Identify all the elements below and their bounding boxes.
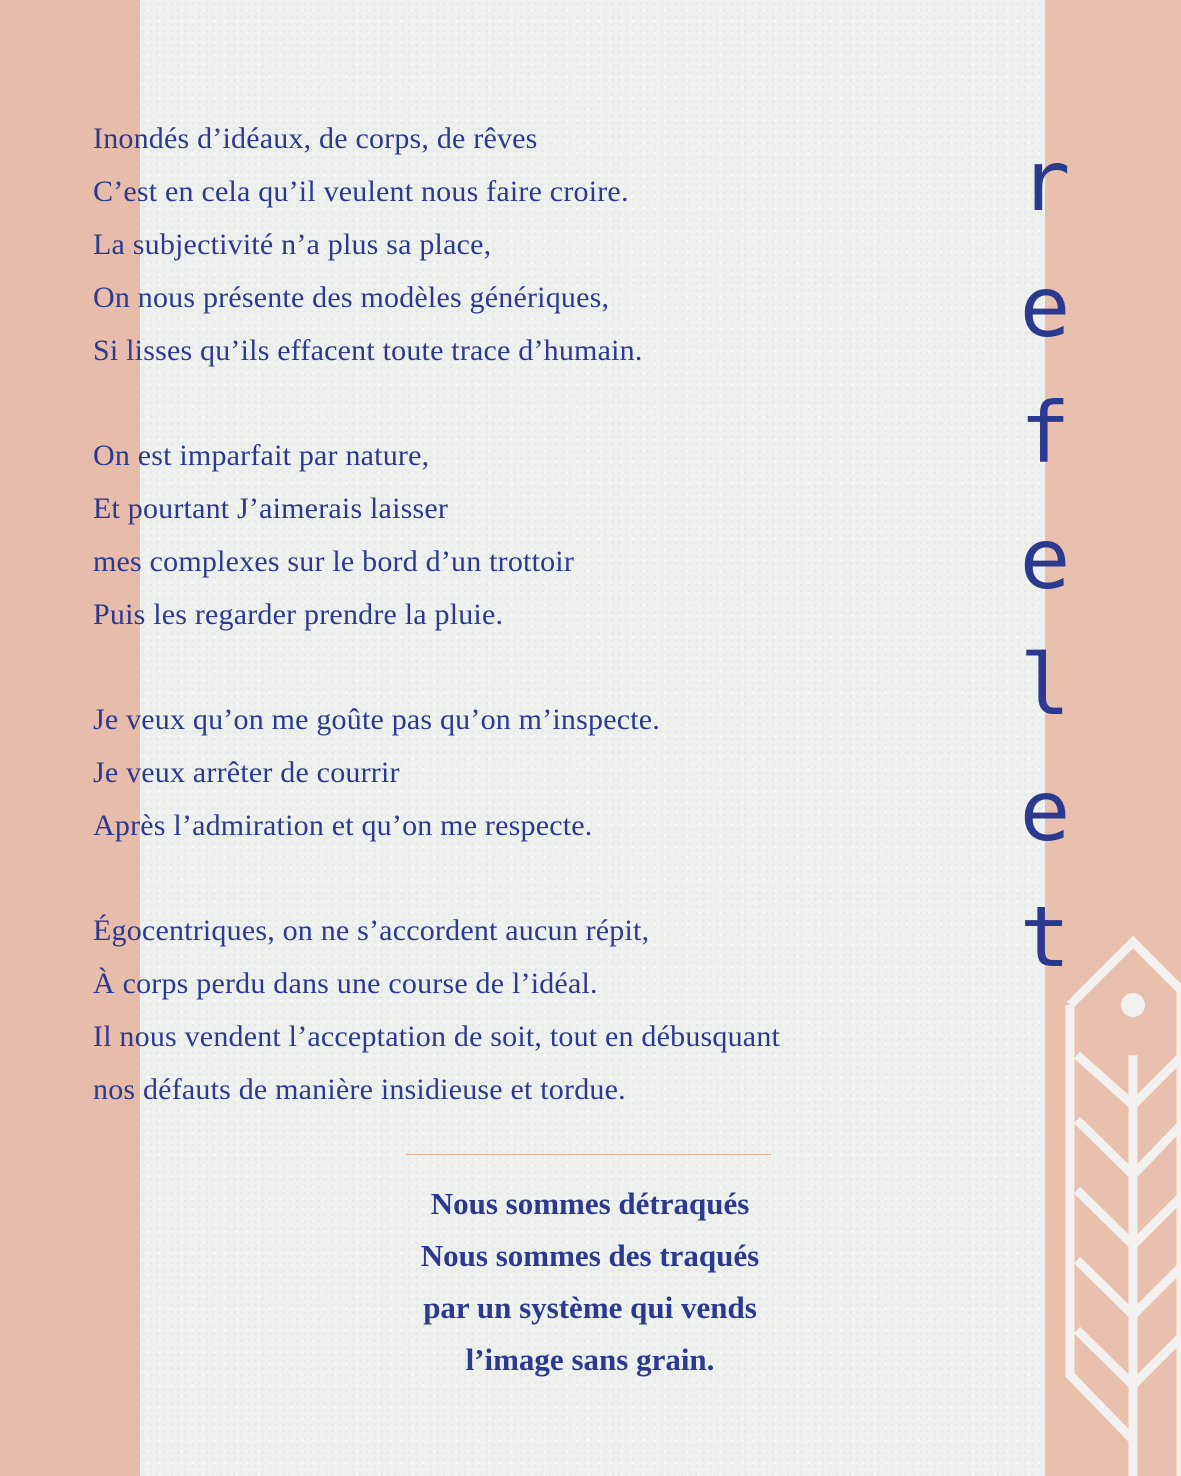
poem-line: Et pourtant J’aimerais laisser — [93, 492, 449, 525]
poem-line: Inondés d’idéaux, de corps, de rêves — [93, 122, 538, 155]
title-letter: e — [1019, 762, 1071, 860]
chorus-line: Nous sommes détraqués — [430, 1186, 750, 1221]
title-letter: r — [1019, 132, 1071, 230]
poem-line: mes complexes sur le bord d’un trottoir — [93, 545, 575, 578]
poem-line: Après l’admiration et qu’on me respecte. — [93, 809, 593, 842]
chorus-line: l’image sans grain. — [465, 1342, 715, 1377]
poem-line: Si lisses qu’ils effacent toute trace d’humain. — [93, 334, 643, 367]
chorus-line: Nous sommes des traqués — [420, 1238, 760, 1273]
poem-line: On est imparfait par nature, — [93, 439, 430, 472]
title-letter: l — [1019, 636, 1071, 734]
stanza-4 — [93, 904, 993, 1116]
title-letter: t — [1019, 888, 1071, 986]
section-divider — [406, 1154, 771, 1155]
poem-body — [93, 112, 993, 1168]
poem-line: La subjectivité n’a plus sa place, — [93, 228, 492, 261]
title-letter: e — [1019, 258, 1071, 356]
poem-line: À corps perdu dans une course de l’idéal. — [93, 967, 598, 1000]
vertical-title — [1010, 118, 1080, 1000]
poem-line: On nous présente des modèles génériques, — [93, 281, 610, 314]
chorus-line: par un système qui vends — [423, 1290, 757, 1325]
title-letter: e — [1019, 510, 1071, 608]
poem-line: C’est en cela qu’il veulent nous faire croire. — [93, 175, 629, 208]
poem-line: Égocentriques, on ne s’accordent aucun répit, — [93, 914, 650, 947]
poem-line: nos défauts de manière insidieuse et tordue. — [93, 1073, 626, 1106]
poem-line: Je veux arrêter de courrir — [93, 756, 400, 789]
poem-line: Il nous vendent l’acceptation de soit, tout en débusquant — [93, 1020, 781, 1053]
poem-line: Puis les regarder prendre la pluie. — [93, 598, 504, 631]
feather-ornament-icon — [1063, 935, 1181, 1476]
stanza-3 — [93, 693, 993, 852]
poem-line: Je veux qu’on me goûte pas qu’on m’inspecte. — [93, 703, 660, 736]
stanza-1 — [93, 112, 993, 377]
stanza-2 — [93, 429, 993, 641]
chorus — [340, 1178, 840, 1386]
title-letter: f — [1019, 384, 1071, 482]
